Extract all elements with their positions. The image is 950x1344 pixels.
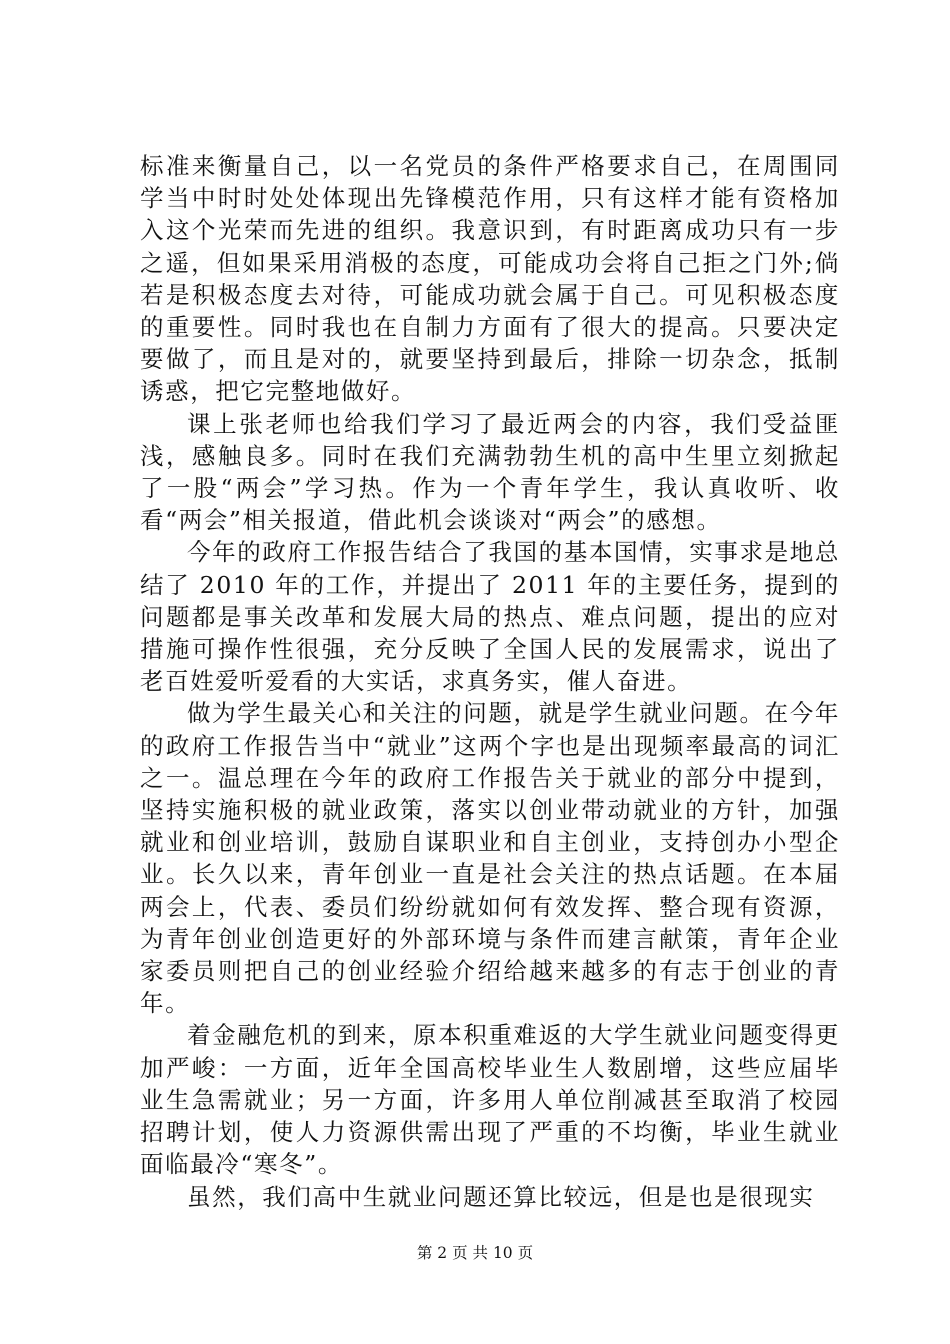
paragraph-4: 做为学生最关心和关注的问题，就是学生就业问题。在今年的政府工作报告当中“就业”这两个字也是出现频率最高的词汇之一。温总理在今年的政府工作报告关于就业的部分中提到，坚持实施积极的就业政策，落实以创业带动就业的方针，加强就业和创业培训，鼓励自谋职业和自主创业，支持创办小型企业。长久以来，青年创业一直是社会关注的热点话题。在本届两会上，代表、委员们纷纷就如何有效发挥、整合现有资源，为青年创业创造更好的外部环境与条件而建言献策，青年企业家委员则把自己的创业经验介绍给越来越多的有志于创业的青年。 xyxy=(140,699,840,1018)
paragraph-1: 标准来衡量自己，以一名党员的条件严格要求自己，在周围同学当中时时处处体现出先锋模范作用，只有这样才能有资格加入这个光荣而先进的组织。我意识到，有时距离成功只有一步之遥，但如果采用消极的态度，可能成功会将自己拒之门外;倘若是积极态度去对待，可能成功就会属于自己。可见积极态度的重要性。同时我也在自制力方面有了很大的提高。只要决定要做了，而且是对的，就要坚持到最后，排除一切杂念，抵制诱惑，把它完整地做好。 xyxy=(140,152,840,406)
paragraph-5: 着金融危机的到来，原本积重难返的大学生就业问题变得更加严峻：一方面，近年全国高校毕业生人数剧增，这些应届毕业生急需就业；另一方面，许多用人单位削减甚至取消了校园招聘计划，使人力资源供需出现了严重的不均衡，毕业生就业面临最冷“寒冬”。 xyxy=(140,1021,840,1179)
document-body xyxy=(140,150,840,1213)
paragraph-2: 课上张老师也给我们学习了最近两会的内容，我们受益匪浅，感触良多。同时在我们充满勃勃生机的高中生里立刻掀起了一股“两会”学习热。作为一个青年学生，我认真收听、收看“两会”相关报道，借此机会谈谈对“两会”的感想。 xyxy=(140,409,840,535)
paragraph-6: 虽然，我们高中生就业问题还算比较远，但是也是很现实 xyxy=(187,1182,815,1211)
page-footer: 第 2 页 共 10 页 xyxy=(416,1244,534,1262)
paragraph-3: 今年的政府工作报告结合了我国的基本国情，实事求是地总结了 2010 年的工作，并提出了 2011 年的主要任务，提到的问题都是事关改革和发展大局的热点、难点问题，提出的应对措施可操作性很强，充分反映了全国人民的发展需求，说出了老百姓爱听爱看的大实话，求真务实，催人奋进。 xyxy=(140,538,840,696)
